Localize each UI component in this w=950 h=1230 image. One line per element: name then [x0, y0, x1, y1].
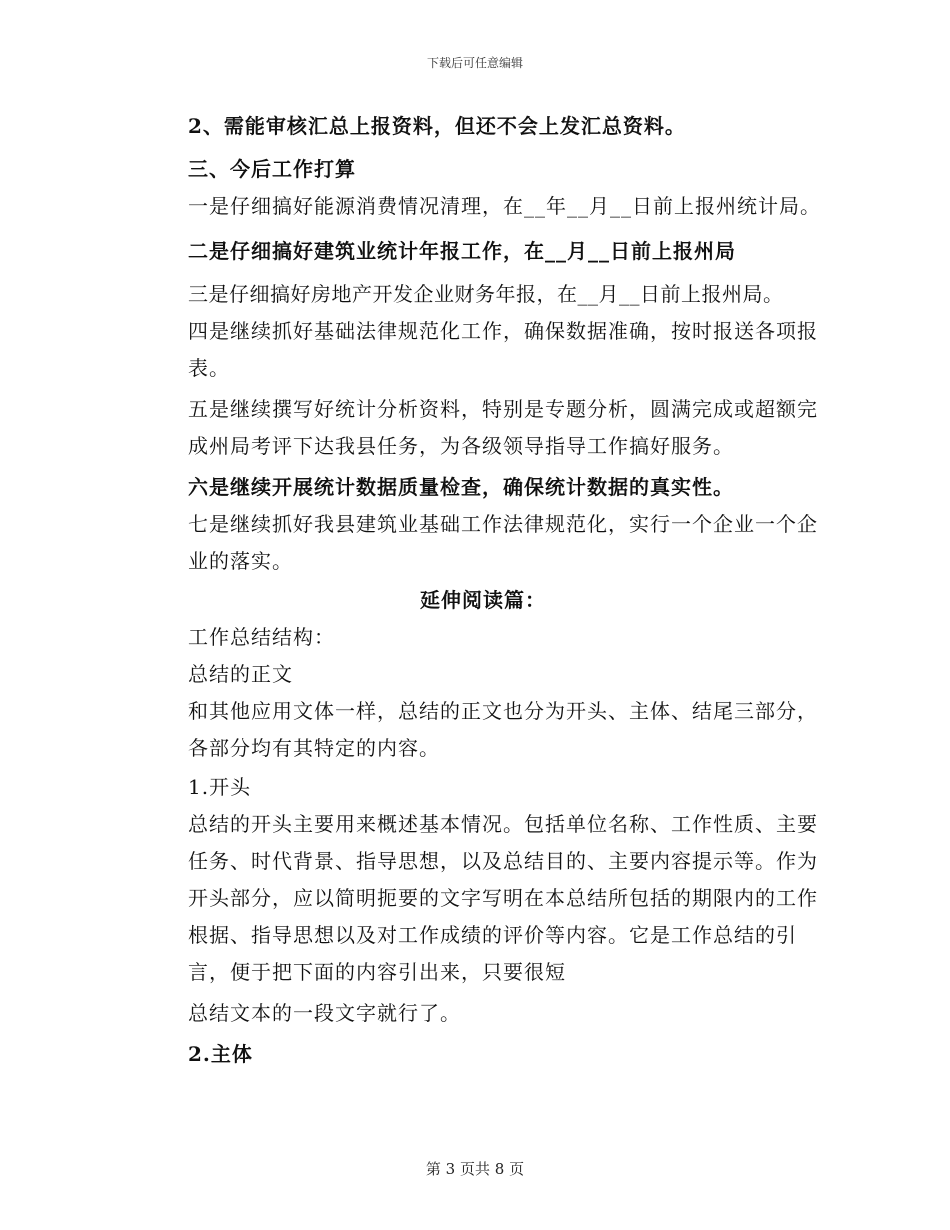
paragraph-summary-structure: 工作总结结构：	[188, 625, 335, 649]
paragraph-plan-1: 一是仔细搞好能源消费情况清理，在__年__月__日前上报州统计局。	[188, 194, 821, 218]
paragraph-plan-5: 五是继续撰写好统计分析资料，特别是专题分析，圆满完成或超额完成州局考评下达我县任务，为各级领导指导工作搞好服务。	[188, 397, 818, 458]
subheading-opening: 1.开头	[188, 775, 252, 799]
paragraph-opening-description: 总结的开头主要用来概述基本情况。包括单位名称、工作性质、主要任务、时代背景、指导思想，以及总结目的、主要内容提示等。作为开头部分，应以简明扼要的文字写明在本总结所包括的期限内的工作根据、指导思想以及对工作成绩的评价等内容。它是工作总结的引言，便于把下面的内容引出来，只要很短	[188, 812, 818, 984]
paragraph-summary-body-intro: 和其他应用文体一样，总结的正文也分为开头、主体、结尾三部分，各部分均有其特定的内容。	[188, 699, 818, 760]
paragraph-opening-end: 总结文本的一段文字就行了。	[188, 1001, 461, 1025]
paragraph-plan-2: 二是仔细搞好建筑业统计年报工作，在__月__日前上报州局	[188, 239, 736, 263]
paragraph-review-data: 2、需能审核汇总上报资料，但还不会上发汇总资料。	[188, 114, 686, 138]
subheading-main-body: 2.主体	[188, 1042, 253, 1066]
section-heading-extended-reading: 延伸阅读篇：	[420, 588, 546, 612]
paragraph-plan-6: 六是继续开展统计数据质量检查，确保统计数据的真实性。	[188, 475, 734, 499]
document-body	[143, 108, 823, 1073]
page-footer: 第 3 页共 8 页	[425, 1160, 525, 1178]
page-header: 下载后可任意编辑	[426, 56, 523, 70]
paragraph-plan-3: 三是仔细搞好房地产开发企业财务年报，在__月__日前上报州局。	[188, 282, 784, 306]
paragraph-plan-4: 四是继续抓好基础法律规范化工作，确保数据准确，按时报送各项报表。	[188, 319, 818, 380]
section-heading-future-plan: 三、今后工作打算	[188, 157, 356, 181]
paragraph-summary-body-title: 总结的正文	[188, 662, 293, 686]
paragraph-plan-7: 七是继续抓好我县建筑业基础工作法律规范化，实行一个企业一个企业的落实。	[188, 512, 818, 573]
